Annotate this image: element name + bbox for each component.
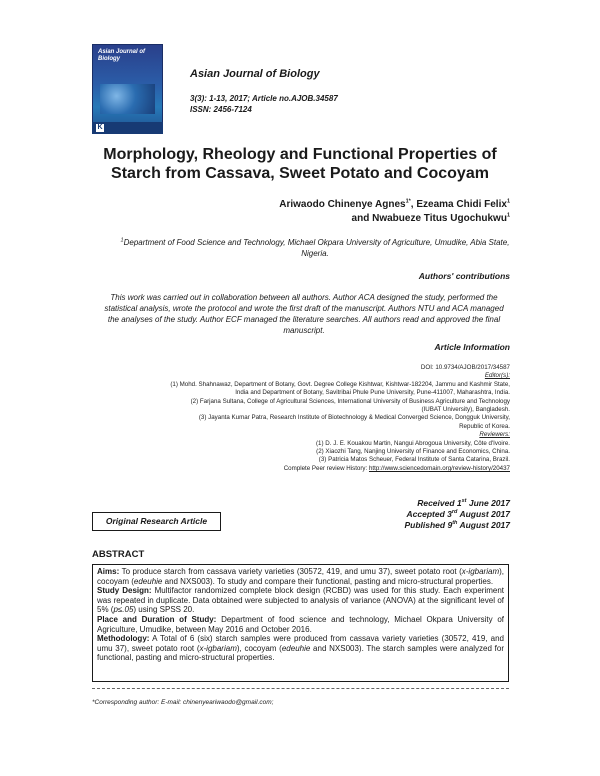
affiliation-text: Department of Food Science and Technology, Michael Okpara University of Agriculture, Umudike, Abia State, Nigeria. — [123, 238, 510, 258]
author-2: , Ezeama Chidi Felix — [410, 199, 507, 210]
citation-block — [190, 93, 338, 115]
author-3: and Nwabueze Titus Ugochukwu — [351, 213, 507, 224]
editor-line: (1) Mohd. Shahnawaz, Department of Botany, Govt. Degree College Kishtwar, Kishtwar-182204, Jammu and Kashmir State, — [170, 380, 510, 388]
corresponding-author-footnote: *Corresponding author: E-mail: chinenyeariwaodo@gmail.com; — [92, 699, 274, 706]
editor-line: Republic of Korea. — [459, 422, 510, 430]
editor-line: India and Department of Botany, Savitribai Phule Pune University, Pune-411007, Maharashtra, India. — [235, 389, 510, 397]
abstract-box — [92, 564, 509, 682]
reviewers-label: Reviewers: — [479, 431, 510, 439]
affiliation — [120, 237, 510, 259]
issn-line: ISSN: 2456-7124 — [190, 105, 252, 114]
peer-review-link[interactable]: http://www.sciencedomain.org/review-history/20437 — [368, 464, 510, 472]
publisher-logo-icon: K — [97, 124, 103, 131]
abstract-place: Place and Duration of Study: Department of food science and technology, Michael Okpara University of Agriculture, Umudike, between May 2016 and October 2016. — [97, 614, 504, 634]
author-1: Ariwaodo Chinenye Agnes — [279, 199, 406, 210]
editor-line: (IUBAT University), Bangladesh. — [421, 406, 510, 414]
article-info-block — [92, 364, 510, 473]
paper-title — [40, 145, 560, 183]
peer-review-history — [92, 465, 510, 473]
doi: DOI: 10.9734/AJOB/2017/34587 — [420, 364, 510, 371]
author-1-sup: 1* — [405, 198, 411, 205]
editors-label: Editor(s): — [484, 372, 510, 380]
affiliation-sup: 1 — [120, 237, 124, 244]
abstract-design: Study Design: Multifactor randomized complete block design (RCBD) was used for this study. Each experiment was repeated in duplicate. Data obtained were subjected to analysis of variance (ANOVA) at the significant level of 5% (p≤.05) using SPSS 20. — [97, 586, 505, 615]
accepted-date: Accepted 3rd August 2017 — [406, 509, 510, 519]
reviewer-line: (3) Patricia Matos Scheuer, Federal Institute of Santa Catarina, Brazil. — [318, 456, 510, 464]
article-info-heading: Article Information — [434, 342, 510, 352]
title-line-1: Morphology, Rheology and Functional Properties of — [103, 146, 497, 163]
published-date: Published 9th August 2017 — [404, 520, 510, 530]
abstract-aims: Aims: To produce starch from cassava variety varieties (30572, 419, and umu 37), sweet potato root (x-igbariam), cocoyam (edeuhie and NXS003). To study and compare their functional, pasting and micro-structural properties. — [97, 567, 504, 586]
journal-cover-image — [92, 44, 163, 134]
editor-line: (3) Jayanta Kumar Patra, Research Institute of Biotechnology & Medical Converged Science, Dongguk University, — [198, 414, 510, 422]
cover-title: Asian Journal of Biology — [98, 49, 146, 62]
citation-line: 3(3): 1-13, 2017; Article no.AJOB.34587 — [190, 94, 338, 103]
received-date: Received 1st June 2017 — [417, 498, 510, 508]
reviewer-line: (2) Xiaozhi Tang, Nanjing University of Finance and Economics, China. — [316, 448, 510, 456]
author-line-2 — [279, 212, 510, 226]
contributions-text: This work was carried out in collaboration between all authors. Author ACA designed the study, performed the statistical analysis, wrote the protocol and wrote the first draft of the manuscript. Authors NTU and ACA managed the analyses of the study. Author ECF managed the literature searches. All authors read and approved the final manuscript. — [104, 293, 504, 335]
author-2-sup: 1 — [506, 198, 510, 205]
peer-review-label: Complete Peer review History: — [283, 464, 368, 472]
reviewer-line: (1) D. J. E. Kouakou Martin, Nangui Abrogoua University, Côte d'Ivoire. — [316, 439, 510, 447]
article-type-box: Original Research Article — [92, 512, 221, 531]
journal-name: Asian Journal of Biology — [190, 68, 320, 80]
author-list — [279, 198, 510, 226]
contributions-heading: Authors' contributions — [418, 271, 510, 281]
title-line-2: Starch from Cassava, Sweet Potato and Cocoyam — [111, 165, 489, 182]
abstract-methodology: Methodology: A Total of 6 (six) starch samples were produced from cassava variety varieties (30572, 419, and umu 37), sweet potato root (x-igbariam), cocoyam (edeuhie and NXS003). The starch samples were analyzed for functional, pasting and micro-structural properties. — [97, 634, 504, 663]
author-3-sup: 1 — [506, 212, 510, 219]
editor-line: (2) Farjana Sultana, College of Agricultural Sciences, International University of Business Agriculture and Technology — [190, 397, 510, 405]
author-line-1 — [279, 198, 510, 212]
abstract-heading: ABSTRACT — [92, 549, 145, 560]
footnote-divider — [92, 688, 509, 689]
publication-dates — [404, 498, 510, 531]
cover-artwork — [100, 84, 155, 114]
